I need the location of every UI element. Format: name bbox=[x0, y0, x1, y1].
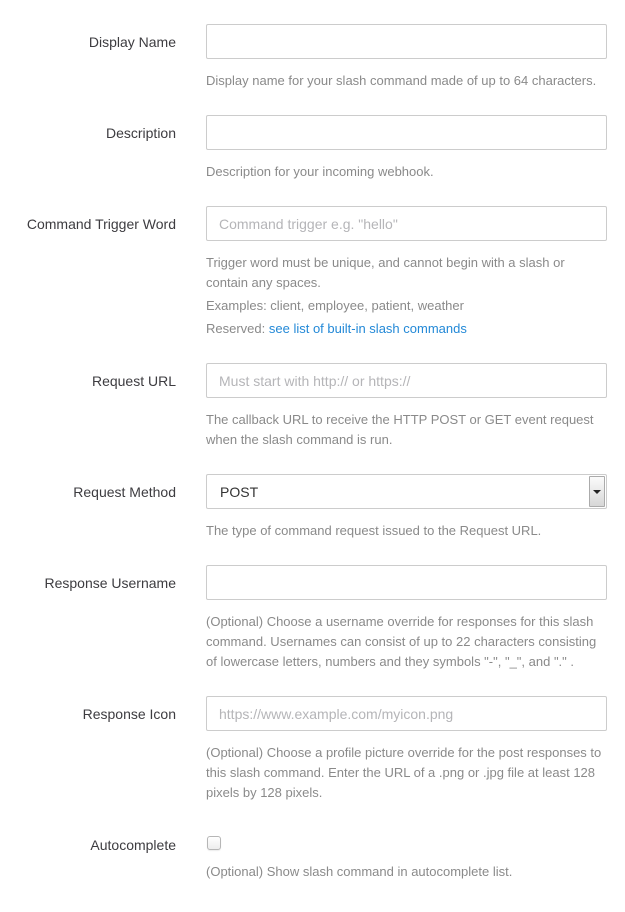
built-in-commands-link[interactable]: see list of built-in slash commands bbox=[268, 321, 467, 336]
form-row-autocomplete bbox=[15, 827, 608, 882]
display-name-input[interactable] bbox=[206, 24, 607, 59]
trigger-word-help-examples: Examples: client, employee, patient, weather bbox=[206, 298, 464, 313]
trigger-word-controls bbox=[206, 206, 607, 339]
request-url-help: The callback URL to receive the HTTP POST or GET event request when the slash command is run. bbox=[206, 412, 594, 447]
autocomplete-label: Autocomplete bbox=[90, 837, 176, 853]
request-method-help: The type of command request issued to the Request URL. bbox=[206, 523, 542, 538]
trigger-word-label: Command Trigger Word bbox=[26, 216, 176, 232]
request-method-selected-value: POST bbox=[220, 484, 259, 500]
form-row-display-name bbox=[15, 24, 608, 91]
autocomplete-help: (Optional) Show slash command in autocomplete list. bbox=[206, 864, 513, 879]
autocomplete-controls bbox=[206, 827, 607, 882]
request-url-label: Request URL bbox=[91, 373, 176, 389]
request-method-controls bbox=[206, 474, 607, 541]
display-name-help: Display name for your slash command made of up to 64 characters. bbox=[206, 73, 597, 88]
dropdown-arrow-icon bbox=[589, 476, 605, 507]
request-method-select[interactable] bbox=[206, 474, 607, 509]
response-username-help: (Optional) Choose a username override for responses for this slash command. Usernames can consist of up to 22 characters consisting of lowercase letters, numbers and they symbols "-", "_", and "." . bbox=[206, 614, 597, 669]
display-name-controls bbox=[206, 24, 607, 91]
trigger-word-help-unique: Trigger word must be unique, and cannot begin with a slash or contain any spaces. bbox=[206, 255, 565, 290]
description-controls bbox=[206, 115, 607, 182]
response-username-controls bbox=[206, 565, 607, 672]
form-row-request-url bbox=[15, 363, 608, 450]
description-help: Description for your incoming webhook. bbox=[206, 164, 434, 179]
response-username-label: Response Username bbox=[44, 575, 176, 591]
response-icon-input[interactable] bbox=[206, 696, 607, 731]
response-icon-controls bbox=[206, 696, 607, 803]
display-name-label: Display Name bbox=[88, 34, 176, 50]
response-username-input[interactable] bbox=[206, 565, 607, 600]
trigger-word-help-reserved bbox=[206, 316, 607, 339]
form-row-response-username bbox=[15, 565, 608, 672]
description-label: Description bbox=[105, 125, 176, 141]
autocomplete-checkbox-wrap bbox=[206, 827, 607, 850]
description-input[interactable] bbox=[206, 115, 607, 150]
trigger-word-input[interactable] bbox=[206, 206, 607, 241]
form-row-request-method bbox=[15, 474, 608, 541]
request-method-label: Request Method bbox=[73, 484, 176, 500]
response-icon-label: Response Icon bbox=[82, 706, 176, 722]
request-url-input[interactable] bbox=[206, 363, 607, 398]
response-icon-help: (Optional) Choose a profile picture override for the post responses to this slash command. Enter the URL of a .png or .jpg file at least 128 pixels by 128 pixels. bbox=[206, 745, 602, 800]
reserved-prefix-label: Reserved: bbox=[206, 321, 269, 336]
form-row-description bbox=[15, 115, 608, 182]
request-url-controls bbox=[206, 363, 607, 450]
form-row-trigger-word bbox=[15, 206, 608, 339]
autocomplete-checkbox[interactable] bbox=[207, 836, 221, 850]
form-row-response-icon bbox=[15, 696, 608, 803]
